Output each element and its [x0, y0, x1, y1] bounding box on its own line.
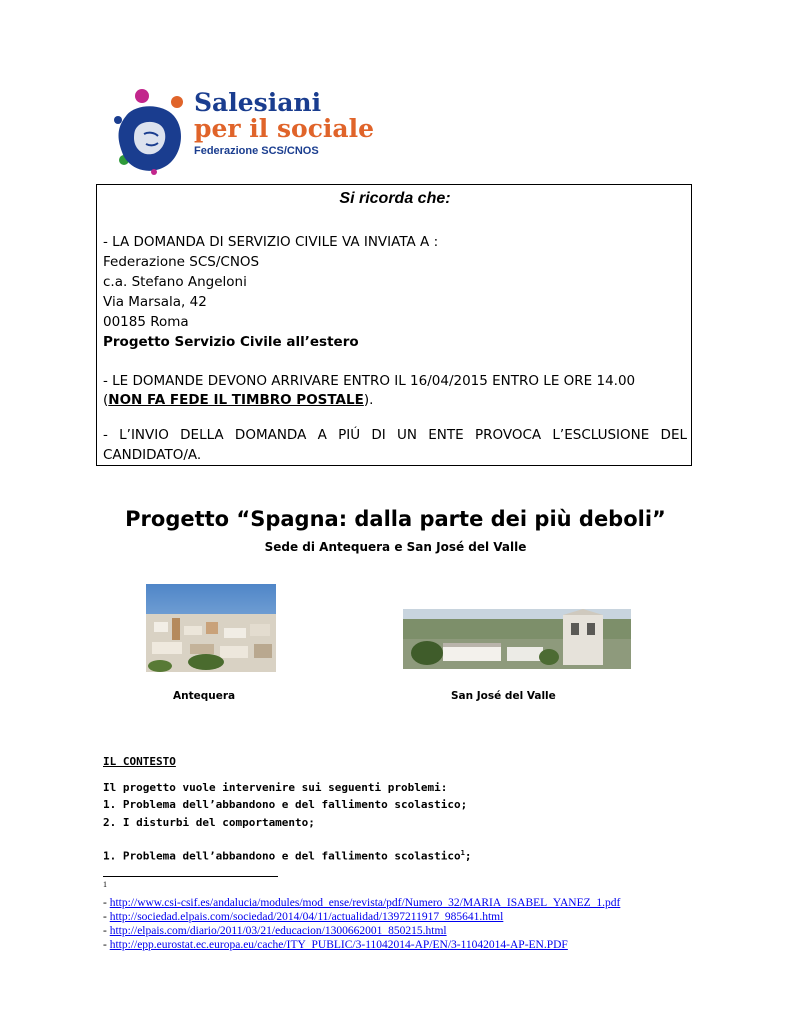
- footnote-link-row-4: [103, 939, 568, 951]
- section-1-heading: [103, 849, 471, 863]
- notice-heading: Si ricorda che:: [339, 190, 451, 207]
- notice-line-4: Via Marsala, 42: [103, 294, 207, 310]
- footnote-dash: -: [103, 939, 110, 951]
- footnote-link-2[interactable]: http://sociedad.elpais.com/sociedad/2014/04/11/actualidad/1397211917_985641.html: [109, 911, 504, 923]
- context-item-2: 2. I disturbi del comportamento;: [103, 816, 315, 829]
- footnote-link-row-2: [103, 911, 503, 923]
- notice-paren-open: (: [103, 392, 109, 408]
- notice-deadline-line: - LE DOMANDE DEVONO ARRIVARE ENTRO IL 16/04/2015 ENTRO LE ORE 14.00: [103, 373, 636, 389]
- antequera-caption: Antequera: [173, 690, 236, 702]
- notice-postmark-line: [103, 390, 373, 410]
- notice-box: [96, 184, 692, 466]
- footnote-reference[interactable]: 1: [460, 849, 465, 857]
- project-title: Progetto “Spagna: dalla parte dei più deboli”: [125, 507, 666, 531]
- san-jose-del-valle-caption: San José del Valle: [451, 690, 556, 702]
- context-item-1: 1. Problema dell’abbandono e del fallimento scolastico;: [103, 798, 468, 811]
- notice-line-3: c.a. Stefano Angeloni: [103, 274, 247, 290]
- logo-subtitle: Federazione SCS/CNOS: [194, 145, 319, 157]
- footnote-number: 1: [103, 880, 107, 889]
- context-intro: Il progetto vuole intervenire sui seguenti problemi:: [103, 781, 448, 794]
- san-jose-del-valle-photo: [403, 609, 631, 669]
- notice-paren-close: ).: [363, 392, 374, 408]
- section-1-heading-text: 1. Problema dell’abbandono e del fallimento scolastico: [103, 849, 461, 863]
- footnote-link-row-1: [103, 897, 620, 909]
- context-heading: IL CONTESTO: [103, 755, 176, 768]
- section-1-heading-end: ;: [464, 849, 472, 863]
- notice-project-name: Progetto Servizio Civile all’estero: [103, 334, 359, 350]
- footnote-dash: -: [103, 925, 110, 937]
- notice-exclusion-line-1: - L’INVIO DELLA DOMANDA A PIÚ DI UN ENTE PROVOCA L’ESCLUSIONE DEL: [103, 427, 687, 443]
- notice-line-2: Federazione SCS/CNOS: [103, 254, 260, 270]
- footnote-dash: -: [103, 897, 110, 909]
- footnote-link-1[interactable]: http://www.csi-csif.es/andalucia/modules/mod_ense/revista/pdf/Numero_32/MARIA_ISABEL_YANEZ_1.pdf: [109, 897, 621, 909]
- notice-exclusion-line-2: CANDIDATO/A.: [103, 447, 202, 463]
- notice-line-5: 00185 Roma: [103, 314, 189, 330]
- logo-title-salesiani: Salesiani: [194, 88, 322, 117]
- notice-postmark-emphasis: NON FA FEDE IL TIMBRO POSTALE: [108, 392, 364, 408]
- footnote-link-row-3: [103, 925, 447, 937]
- logo-title-per-il-sociale: per il sociale: [194, 114, 375, 143]
- antequera-photo: [146, 584, 276, 672]
- logo-emblem: [104, 86, 194, 178]
- footnote-link-4[interactable]: http://epp.eurostat.ec.europa.eu/cache/ITY_PUBLIC/3-11042014-AP/EN/3-11042014-AP-EN.PDF: [109, 939, 568, 951]
- footnote-separator: [103, 876, 278, 877]
- footnote-link-3[interactable]: http://elpais.com/diario/2011/03/21/educacion/1300662001_850215.html: [109, 925, 447, 937]
- notice-line-1: - LA DOMANDA DI SERVIZIO CIVILE VA INVIATA A :: [103, 234, 439, 250]
- footnote-dash: -: [103, 911, 110, 923]
- project-subtitle: Sede di Antequera e San José del Valle: [264, 540, 527, 554]
